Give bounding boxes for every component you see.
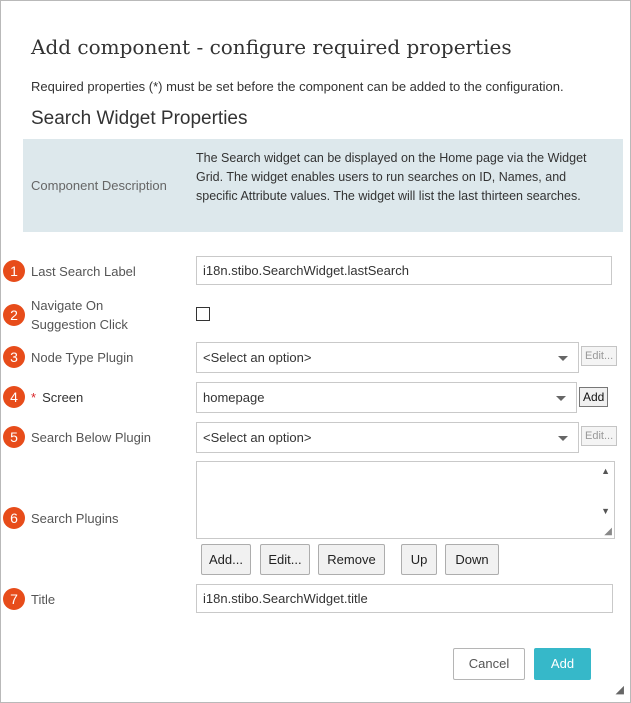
search-below-plugin-value: <Select an option> <box>203 430 312 445</box>
chevron-down-icon <box>556 396 566 401</box>
node-type-plugin-label: Node Type Plugin <box>31 350 134 365</box>
step-badge-1: 1 <box>3 260 25 282</box>
cancel-button[interactable]: Cancel <box>453 648 525 680</box>
last-search-label-label: Last Search Label <box>31 264 136 279</box>
title-label: Title <box>31 592 56 607</box>
step-badge-6: 6 <box>3 507 25 529</box>
search-plugins-label: Search Plugins <box>31 511 119 526</box>
node-type-plugin-value: <Select an option> <box>203 350 312 365</box>
step-badge-4: 4 <box>3 386 25 408</box>
chevron-down-icon <box>558 356 568 361</box>
step-badge-5: 5 <box>3 426 25 448</box>
scroll-down-icon[interactable]: ▼ <box>601 506 610 516</box>
search-plugins-down-button[interactable]: Down <box>445 544 499 575</box>
screen-select[interactable] <box>196 382 577 413</box>
navigate-on-click-checkbox[interactable] <box>196 307 210 321</box>
step-badge-2: 2 <box>3 304 25 326</box>
last-search-label-input[interactable]: i18n.stibo.SearchWidget.lastSearch <box>196 256 612 285</box>
title-input[interactable]: i18n.stibo.SearchWidget.title <box>196 584 613 613</box>
search-plugins-edit-button[interactable]: Edit... <box>260 544 310 575</box>
search-plugins-add-button[interactable]: Add... <box>201 544 251 575</box>
navigate-on-click-label-line2: Suggestion Click <box>31 317 128 332</box>
dialog-subtitle: Required properties (*) must be set before the component can be added to the configuration. <box>31 79 564 94</box>
chevron-down-icon <box>558 436 568 441</box>
screen-label-text: Screen <box>42 390 84 405</box>
required-marker: * <box>31 390 37 405</box>
component-description-box <box>23 139 623 232</box>
dialog-resize-grip-icon[interactable]: ◢ <box>615 684 624 696</box>
step-badge-7: 7 <box>3 588 25 610</box>
add-button[interactable]: Add <box>534 648 591 680</box>
search-plugins-remove-button[interactable]: Remove <box>318 544 385 575</box>
screen-value: homepage <box>203 390 265 405</box>
screen-add-button[interactable]: Add <box>579 387 608 407</box>
component-description-label: Component Description <box>31 178 167 193</box>
navigate-on-click-label-line1: Navigate On <box>31 298 104 313</box>
screen-label <box>31 390 83 405</box>
search-below-plugin-edit-button[interactable]: Edit... <box>581 426 617 446</box>
search-plugins-listbox[interactable] <box>196 461 615 539</box>
node-type-plugin-select[interactable] <box>196 342 579 373</box>
dialog-title: Add component - configure required properties <box>31 35 512 59</box>
search-plugins-up-button[interactable]: Up <box>401 544 437 575</box>
search-below-plugin-select[interactable] <box>196 422 579 453</box>
component-description-text: The Search widget can be displayed on the Home page via the Widget Grid. The widget enables users to run searches on ID, Names, and specific Attribute values. The widget will list the last thirteen searches. <box>196 151 587 203</box>
node-type-plugin-edit-button[interactable]: Edit... <box>581 346 617 366</box>
scroll-up-icon[interactable]: ▲ <box>601 466 610 476</box>
section-title: Search Widget Properties <box>31 108 248 129</box>
resize-grip-icon[interactable]: ◢ <box>604 526 612 537</box>
search-below-plugin-label: Search Below Plugin <box>31 430 151 445</box>
step-badge-3: 3 <box>3 346 25 368</box>
